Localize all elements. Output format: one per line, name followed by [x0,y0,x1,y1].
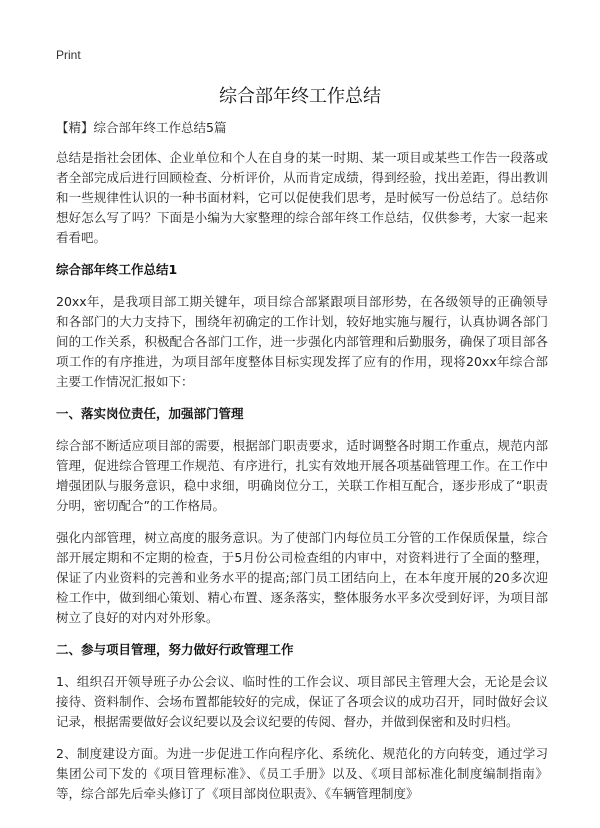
document-subtitle: 【精】综合部年终工作总结5篇 [56,120,227,135]
paragraph-project-management-2: 2、制度建设方面。为进一步促进工作向程序化、系统化、规范化的方向转变，通过学习集团公司下发的《项目管理标准》、《员工手册》以及、《项目部标准化制度编制指南》等，综合部先后牵头修订了《项目部岗位职责》、《车辆管理制度》 [56,746,548,801]
paragraph-department-management-1: 综合部不断适应项目部的需要，根据部门职责要求，适时调整各时期工作重点，规范内部管理，促进综合管理工作规范、有序进行，扎实有效地开展各项基础管理工作。在工作中增强团队与服务意识，稳中求细，明确岗位分工，关联工作相互配合，逐步形成了“职责分明，密切配合”的工作格局。 [56,438,548,513]
section-paragraph: 20xx年，是我项目部工期关键年，项目综合部紧跟项目部形势，在各级领导的正确领导和各部门的大力支持下，围绕年初确定的工作计划，较好地实施与履行，认真协调各部门间的工作关系，积极配合各部门工作，进一步强化内部管理和后勤服务，确保了项目部各项工作的有序推进，为项目部年度整体目标实现发挥了应有的作用，现将20xx年综合部主要工作情况汇报如下： [56,294,548,389]
document-body [56,118,548,816]
print-link[interactable]: Print [56,48,81,62]
paragraph-department-management-2: 强化内部管理，树立高度的服务意识。为了使部门内每位员工分管的工作保质保量，综合部开展定期和不定期的检查，于5月份公司检查组的内审中，对资料进行了全面的整理，保证了内业资料的完善和业务水平的提高;部门员工团结向上，在本年度开展的20多次迎检工作中，做到细心策划、精心布置、逐条落实，整体服务水平多次受到好评，为项目部树立了良好的对内对外形象。 [56,530,548,625]
intro-paragraph: 总结是指社会团体、企业单位和个人在自身的某一时期、某一项目或某些工作告一段落或者全部完成后进行回顾检查、分析评价，从而肯定成绩，得到经验，找出差距，得出教训和一些规律性认识的一种书面材料，它可以促使我们思考，是时候写一份总结了。总结你想好怎么写了吗？下面是小编为大家整理的综合部年终工作总结，仅供参考，大家一起来看看吧。 [56,150,548,245]
heading-department-management: 一、落实岗位责任，加强部门管理 [56,406,244,421]
paragraph-project-management-1: 1、组织召开领导班子办公会议、临时性的工作会议、项目部民主管理大会，无论是会议接待、资料制作、会场布置都能较好的完成，保证了各项会议的成功召开，同时做好会议记录，根据需要做好会议纪要以及会议纪要的传阅、督办，并做到保密和及时归档。 [56,674,548,729]
document-title: 综合部年终工作总结 [219,86,381,107]
section-title: 综合部年终工作总结1 [56,262,178,277]
heading-project-management: 二、参与项目管理，努力做好行政管理工作 [56,642,294,657]
